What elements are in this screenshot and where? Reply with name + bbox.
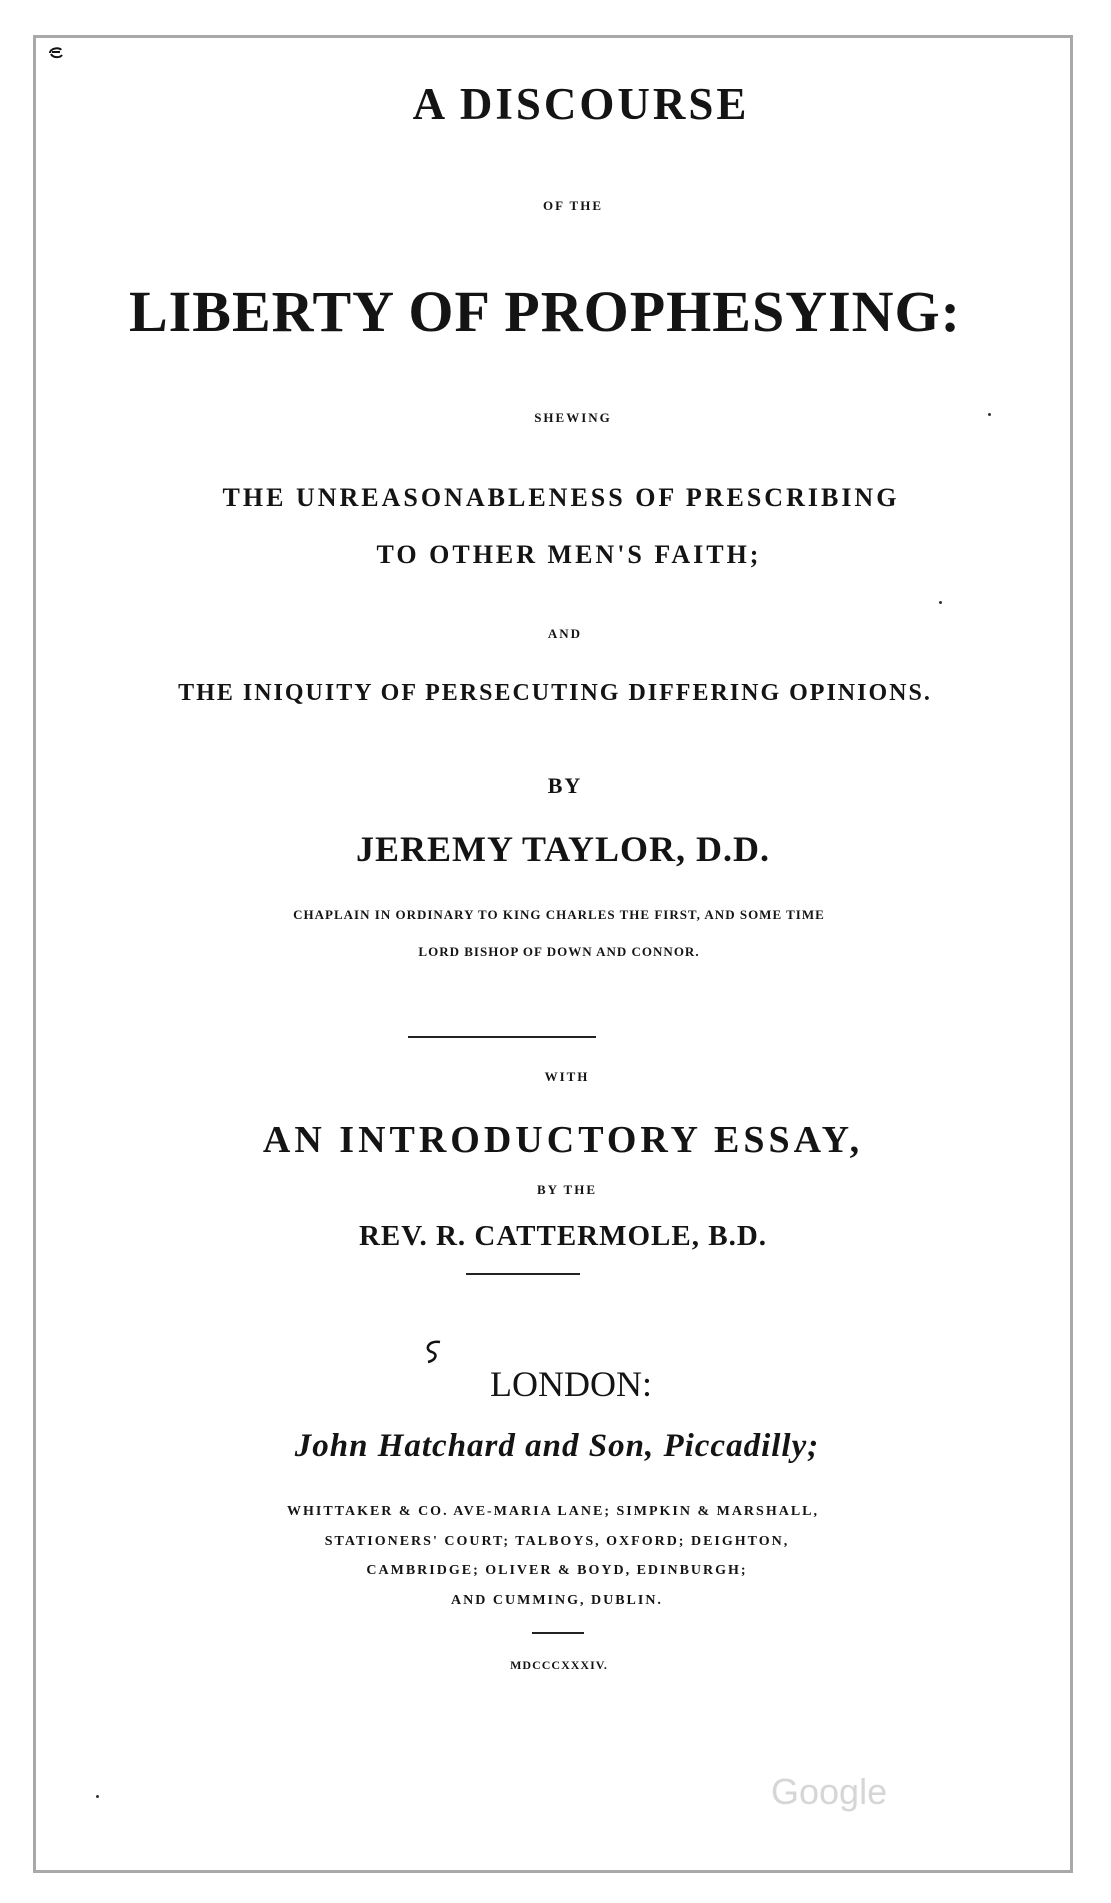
essay-author: REV. R. CATTERMOLE, B.D. <box>358 1220 768 1252</box>
imprint-line-4: AND CUMMING, DUBLIN. <box>451 1593 663 1608</box>
imprint-line-3: CAMBRIDGE; OLIVER & BOYD, EDINBURGH; <box>366 1563 748 1578</box>
author-name: JEREMY TAYLOR, D.D. <box>355 829 771 869</box>
author-description-line-1: CHAPLAIN IN ORDINARY TO KING CHARLES THE FIRST, AND SOME TIME <box>293 907 825 922</box>
and-text: AND <box>547 626 583 641</box>
pre-title: A DISCOURSE <box>412 79 750 129</box>
divider-rule <box>466 1273 580 1275</box>
subtitle-line-2: TO OTHER MEN'S FAITH; <box>376 540 762 569</box>
ink-speck <box>939 601 942 604</box>
publication-date: MDCCCXXXIV. <box>510 1658 608 1672</box>
ink-mark-icon <box>48 46 64 60</box>
main-title: LIBERTY OF PROPHESYING: <box>129 279 961 344</box>
divider-rule <box>408 1036 596 1038</box>
scan-watermark: Google <box>771 1771 888 1812</box>
ink-speck <box>988 413 991 416</box>
place-of-publication: LONDON: <box>490 1364 652 1404</box>
publisher-name: John Hatchard and Son, Piccadilly; <box>294 1428 820 1464</box>
imprint-line-2: STATIONERS' COURT; TALBOYS, OXFORD; DEIGHTON, <box>324 1534 790 1549</box>
title-page <box>33 35 1073 1873</box>
by-the-text: BY THE <box>536 1182 598 1197</box>
ink-speck <box>96 1795 99 1798</box>
subtitle-line-1: THE UNREASONABLENESS OF PRESCRIBING <box>222 483 900 512</box>
author-description-line-2: LORD BISHOP OF DOWN AND CONNOR. <box>418 944 700 959</box>
subtitle-line-3: THE INIQUITY OF PERSECUTING DIFFERING OPINIONS. <box>178 680 932 706</box>
shewing-text: SHEWING <box>534 410 612 425</box>
imprint-line-1: WHITTAKER & CO. AVE-MARIA LANE; SIMPKIN & MARSHALL, <box>286 1504 819 1519</box>
essay-title: AN INTRODUCTORY ESSAY, <box>262 1119 864 1161</box>
divider-rule <box>532 1632 584 1634</box>
of-the-text: OF THE <box>542 198 604 213</box>
with-text: WITH <box>544 1069 590 1084</box>
by-text: BY <box>547 773 583 798</box>
